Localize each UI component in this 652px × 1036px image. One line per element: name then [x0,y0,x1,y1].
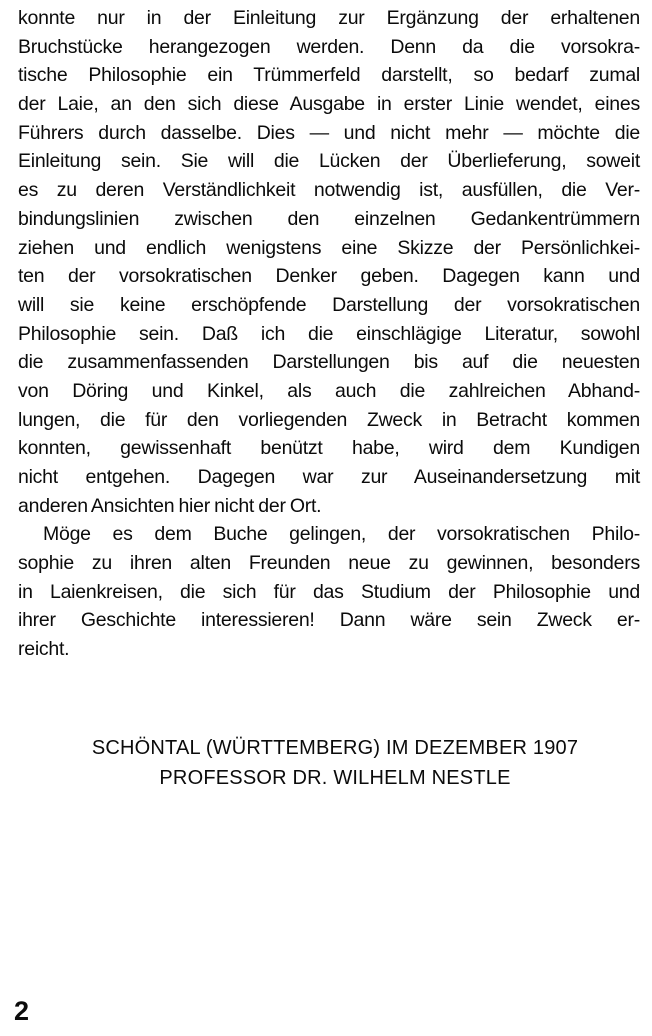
document-page [18,4,640,664]
text-line: Einleitung sein. Sie will die Lücken der Überlieferung, soweit [18,150,640,173]
text-line: anderen Ansichten hier nicht der Ort. [18,494,322,517]
text-line: ten der vorsokratischen Denker geben. Dagegen kann und [18,265,640,288]
text-line: will sie keine erschöpfende Darstellung der vorsokratischen [18,293,640,316]
text-line: sophie zu ihren alten Freunden neue zu gewinnen, besonders [18,552,640,575]
page-number: 2 [14,996,30,1026]
paragraph-1 [18,4,640,520]
text-line: der Laie, an den sich diese Ausgabe in erster Linie wendet, eines [18,93,640,116]
text-line: die zusammenfassenden Darstellungen bis auf die neuesten [18,351,640,374]
text-line: ihrer Geschichte interessieren! Dann wäre sein Zweck er- [18,609,640,632]
text-line: Philosophie sein. Daß ich die einschlägige Literatur, sowohl [18,322,640,345]
signature-block [0,733,652,793]
paragraph-2 [18,520,640,663]
text-line: in Laienkreisen, die sich für das Studium der Philosophie und [18,580,640,603]
text-line: konnte nur in der Einleitung zur Ergänzung der erhaltenen [18,7,640,29]
text-line: bindungslinien zwischen den einzelnen Gedankentrümmern [18,207,640,230]
text-line: Führers durch dasselbe. Dies — und nicht mehr — möchte die [18,121,640,144]
place-date-line: SCHÖNTAL (WÜRTTEMBERG) IM DEZEMBER 1907 [91,737,579,759]
text-line: ziehen und endlich wenigstens eine Skizze der Persönlichkei- [18,236,640,259]
text-line: lungen, die für den vorliegenden Zweck in Betracht kommen [18,408,640,431]
text-line: es zu deren Verständlichkeit notwendig ist, ausfüllen, die Ver- [18,179,640,202]
text-line: Möge es dem Buche gelingen, der vorsokratischen Philo- [43,523,640,546]
text-line: Bruchstücke herangezogen werden. Denn da die vorsokra- [18,35,640,58]
author-line: PROFESSOR DR. WILHELM NESTLE [159,767,511,789]
text-line: nicht entgehen. Dagegen war zur Auseinandersetzung mit [18,466,640,488]
text-line: tische Philosophie ein Trümmerfeld darstellt, so bedarf zumal [18,64,640,87]
text-line: reicht. [18,638,70,661]
text-line: von Döring und Kinkel, als auch die zahlreichen Abhand- [18,379,640,402]
text-line: konnten, gewissenhaft benützt habe, wird dem Kundigen [18,437,640,460]
